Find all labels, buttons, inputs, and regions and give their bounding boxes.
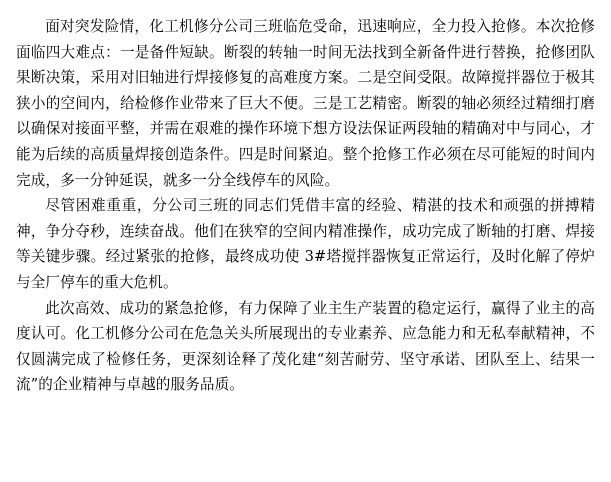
paragraph-1: 面对突发险情，化工机修分公司三班临危受命，迅速响应，全力投入抢修。本次抢修面临四大难点：一是备件短缺。断裂的转轴一时间无法找到全新备件进行替换，抢修团队果断决策，采用对旧轴进行焊接修复的高难度方案。二是空间受限。故障搅拌器位于极其狭小的空间内，给检修作业带来了巨大不便。三是工艺精密。断裂的轴必须经过精细打磨以确保对接面平整，并需在艰难的操作环境下想方设法保证两段轴的精确对中与同心，才能为后续的高质量焊接创造条件。四是时间紧迫。整个抢修工作必须在尽可能短的时间内完成，多一分钟延误，就多一分全线停车的风险。 xyxy=(16,18,595,189)
paragraph-3: 此次高效、成功的紧急抢修，有力保障了业主生产装置的稳定运行，赢得了业主的高度认可。化工机修分公司在危急关头所展现出的专业素养、应急能力和无私奉献精神，不仅圆满完成了检修任务，更深刻诠释了茂化建“刻苦耐劳、坚守承诺、团队至上、结果一流”的企业精神与卓越的服务品质。 xyxy=(16,299,595,394)
paragraph-2: 尽管困难重重，分公司三班的同志们凭借丰富的经验、精湛的技术和顽强的拼搏精神，争分夺秒，连续奋战。他们在狭窄的空间内精准操作，成功完成了断轴的打磨、焊接等关键步骤。经过紧张的抢修，最终成功使 3#塔搅拌器恢复正常运行，及时化解了停炉与全厂停车的重大危机。 xyxy=(16,197,595,291)
